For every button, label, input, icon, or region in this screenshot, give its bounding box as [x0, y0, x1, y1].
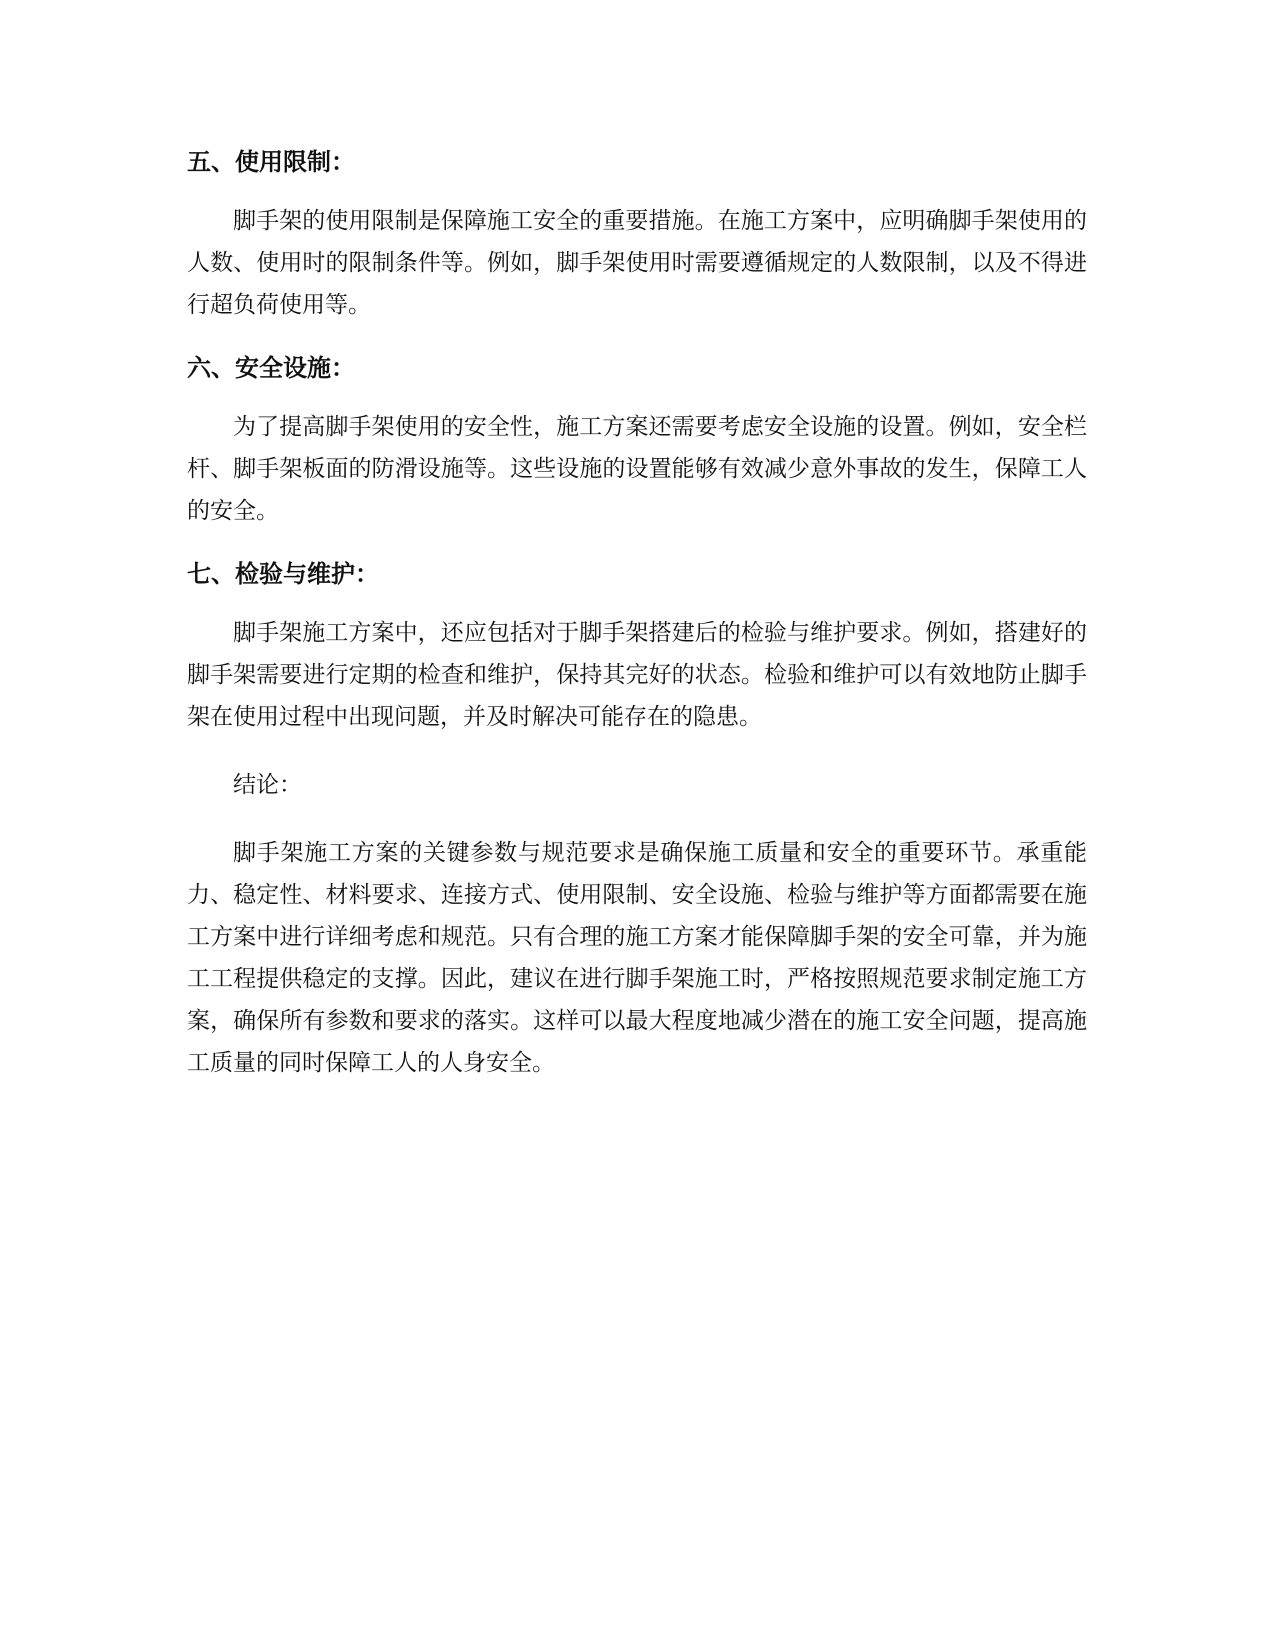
section-paragraph-safety-facilities: 为了提高脚手架使用的安全性，施工方案还需要考虑安全设施的设置。例如，安全栏杆、脚手架板面的防滑设施等。这些设施的设置能够有效减少意外事故的发生，保障工人的安全。	[187, 414, 1087, 524]
section-heading-inspection-maintenance: 七、检验与维护：	[187, 560, 379, 588]
section-paragraph-inspection-maintenance: 脚手架施工方案中，还应包括对于脚手架搭建后的检验与维护要求。例如，搭建好的脚手架需要进行定期的检查和维护，保持其完好的状态。检验和维护可以有效地防止脚手架在使用过程中出现问题，并及时解决可能存在的隐患。	[187, 620, 1087, 730]
document-body	[187, 146, 1087, 1110]
section-paragraph-usage-limits: 脚手架的使用限制是保障施工安全的重要措施。在施工方案中，应明确脚手架使用的人数、使用时的限制条件等。例如，脚手架使用时需要遵循规定的人数限制，以及不得进行超负荷使用等。	[187, 208, 1087, 318]
section-heading-usage-limits: 五、使用限制：	[187, 148, 355, 176]
section-heading-safety-facilities: 六、安全设施：	[187, 354, 355, 382]
conclusion-label: 结论：	[233, 772, 302, 798]
conclusion-paragraph: 脚手架施工方案的关键参数与规范要求是确保施工质量和安全的重要环节。承重能力、稳定性、材料要求、连接方式、使用限制、安全设施、检验与维护等方面都需要在施工方案中进行详细考虑和规范。只有合理的施工方案才能保障脚手架的安全可靠，并为施工工程提供稳定的支撑。因此，建议在进行脚手架施工时，严格按照规范要求制定施工方案，确保所有参数和要求的落实。这样可以最大程度地减少潜在的施工安全问题，提高施工质量的同时保障工人的人身安全。	[187, 840, 1087, 1076]
